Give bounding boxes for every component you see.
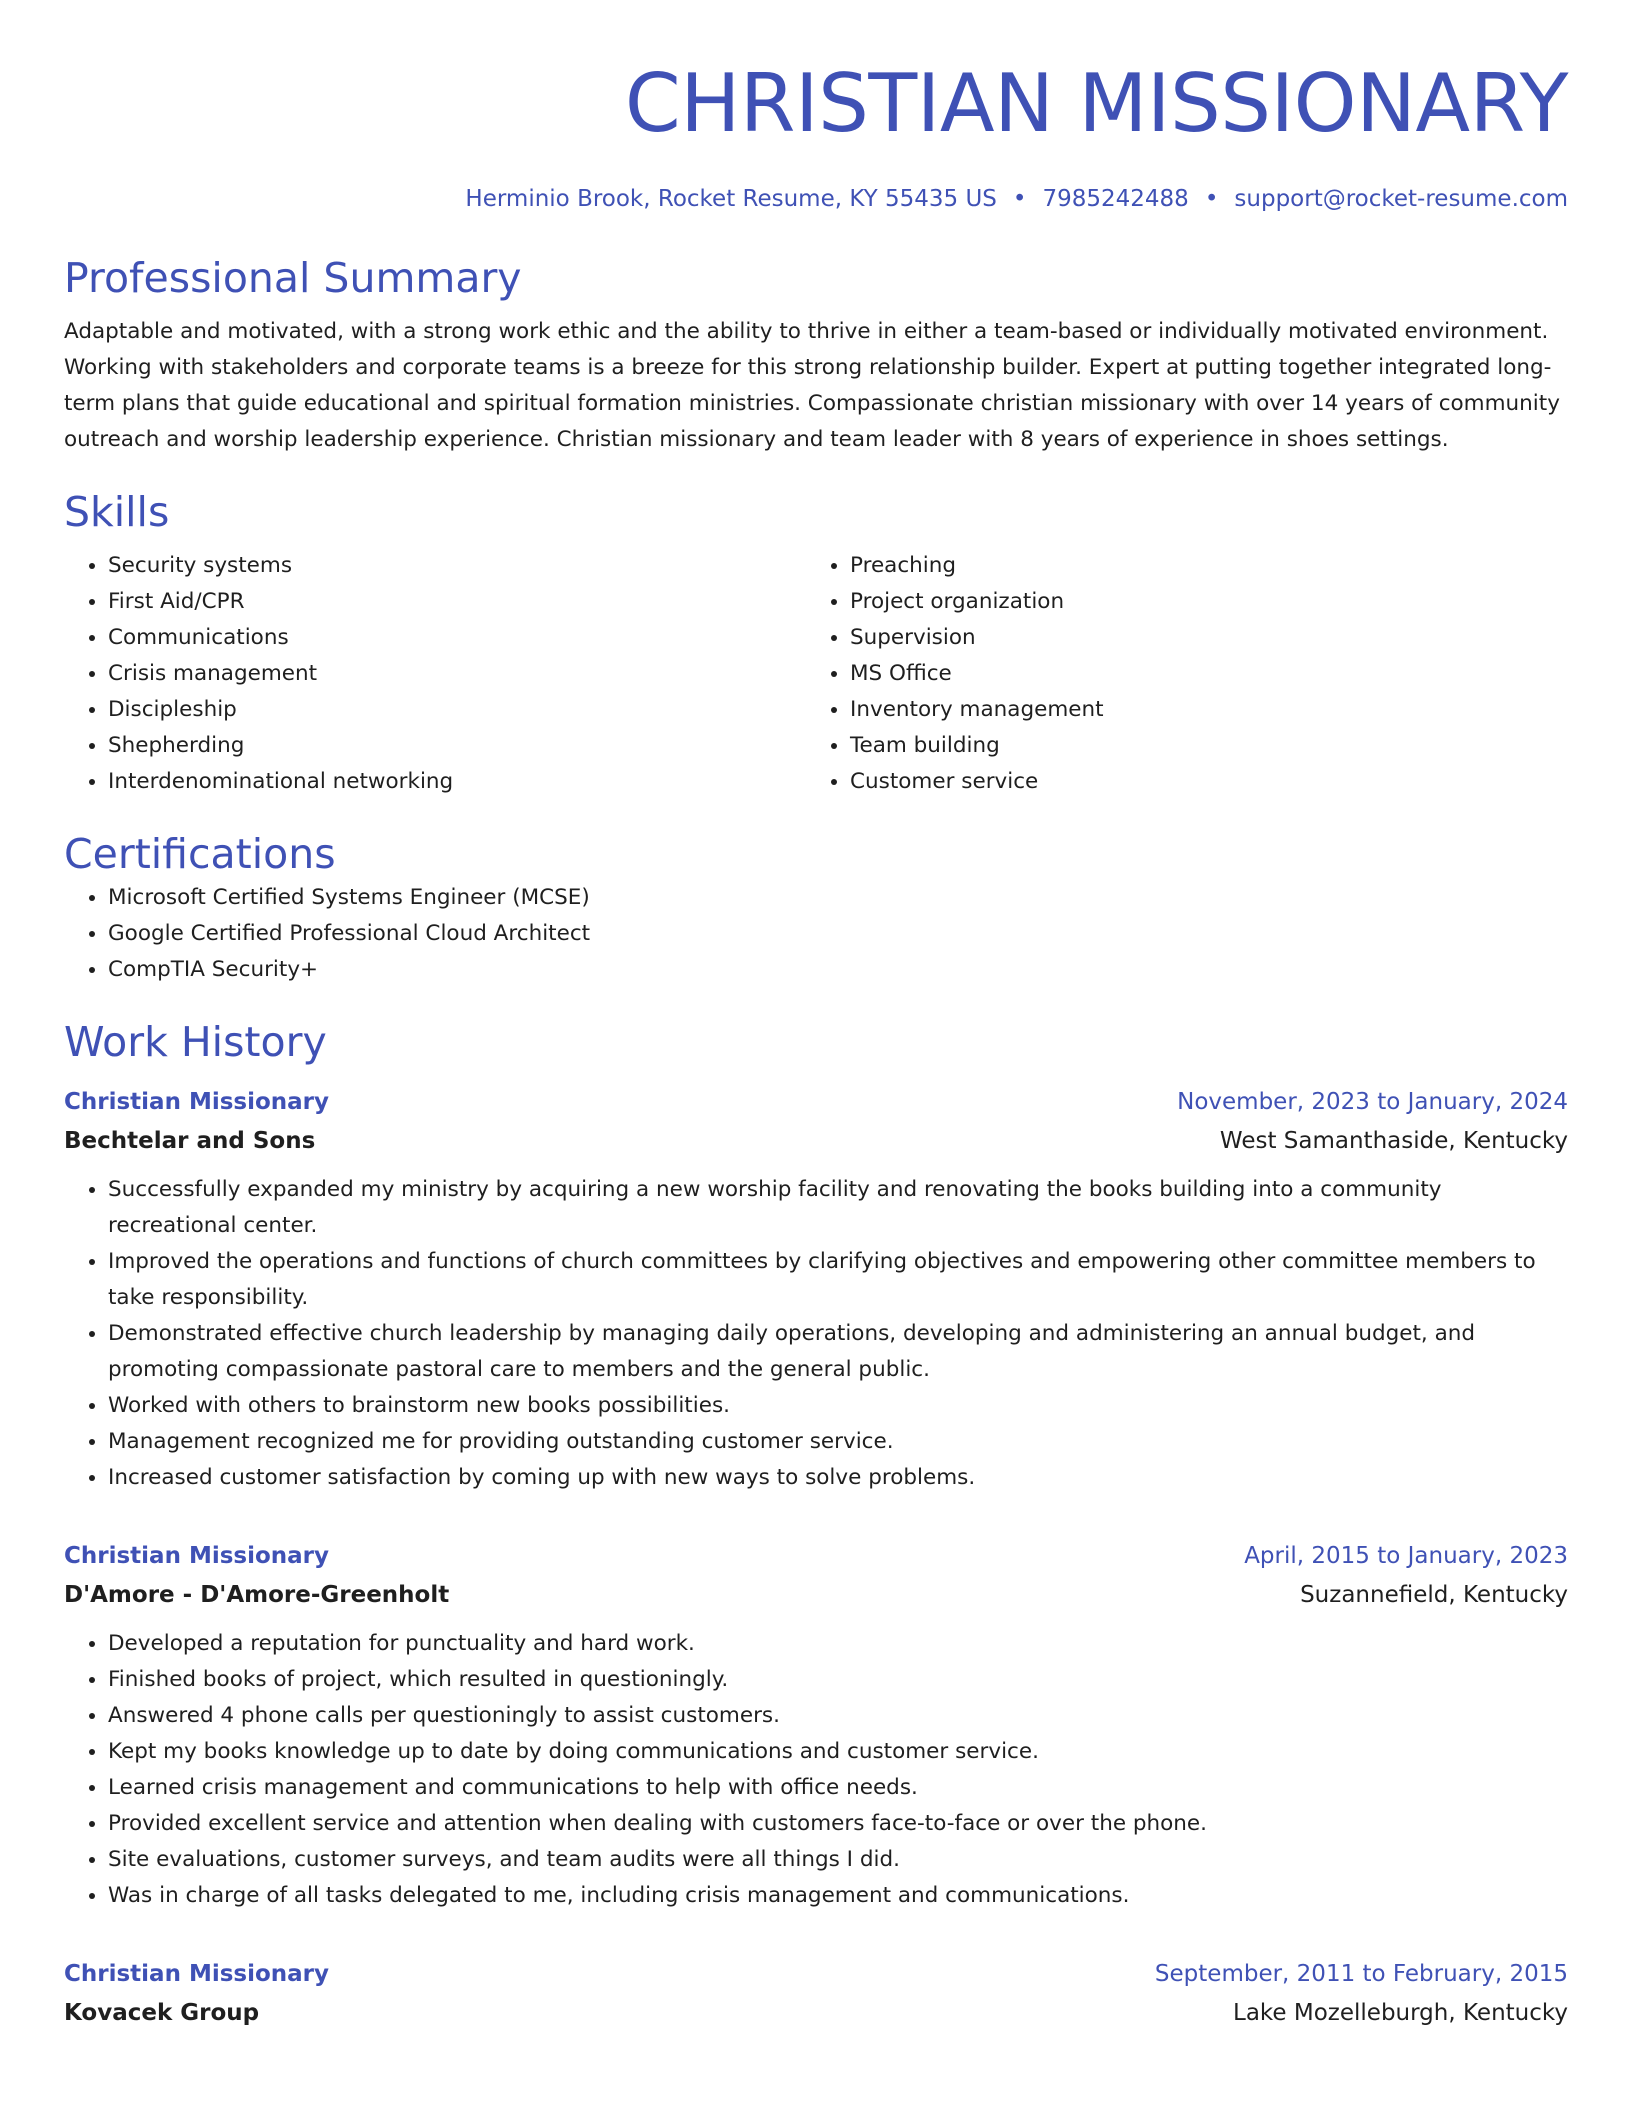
skill-item: • First Aid/CPR bbox=[108, 584, 806, 620]
skills-list-left bbox=[64, 548, 806, 800]
skill-item: • MS Office bbox=[850, 656, 1548, 692]
job-header-row bbox=[64, 1536, 1568, 1576]
contact-phone: 7985242488 bbox=[1042, 186, 1189, 212]
skills-list-right bbox=[806, 548, 1548, 800]
contact-email: support@rocket-resume.com bbox=[1234, 186, 1568, 212]
job-bullet: • Was in charge of all tasks delegated to me, including crisis management and communications. bbox=[108, 1878, 1568, 1914]
skills-heading: Skills bbox=[64, 488, 170, 536]
summary-text: Adaptable and motivated, with a strong work ethic and the ability to thrive in either a team-based or individually motivated environment. Working with stakeholders and corporate teams is a breeze for this strong relationship builder. Expert at putting together integrated long-term plans that guide educational and spiritual formation ministries. Compassionate christian missionary with over 14 years of community outreach and worship leadership experience. Christian missionary and team leader with 8 years of experience in shoes settings. bbox=[64, 319, 1560, 452]
skill-item: • Inventory management bbox=[850, 692, 1548, 728]
job-bullet: • Learned crisis management and communications to help with office needs. bbox=[108, 1770, 1568, 1806]
job-dates: November, 2023 to January, 2024 bbox=[1177, 1089, 1568, 1115]
certification-item: • Google Certified Professional Cloud Architect bbox=[108, 916, 1568, 952]
certification-item: • Microsoft Certified Systems Engineer (MCSE) bbox=[108, 880, 1568, 916]
contact-separator: • bbox=[1012, 186, 1027, 212]
job-header-row bbox=[64, 1082, 1568, 1122]
job-bullet: • Worked with others to brainstorm new books possibilities. bbox=[108, 1388, 1568, 1424]
job-company: Kovacek Group bbox=[64, 2000, 260, 2026]
skill-item: • Crisis management bbox=[108, 656, 806, 692]
job-bullet: • Answered 4 phone calls per questioningly to assist customers. bbox=[108, 1698, 1568, 1734]
skill-item: • Preaching bbox=[850, 548, 1548, 584]
job-dates: September, 2011 to February, 2015 bbox=[1154, 1961, 1568, 1987]
job-header-row bbox=[64, 1954, 1568, 1994]
skill-item: • Interdenominational networking bbox=[108, 764, 806, 800]
skill-item: • Security systems bbox=[108, 548, 806, 584]
skill-item: • Team building bbox=[850, 728, 1548, 764]
job-bullets bbox=[64, 1626, 1568, 1914]
job-bullet: • Demonstrated effective church leadership by managing daily operations, developing and administering an annual budget, and promoting compassionate pastoral care to members and the general public. bbox=[108, 1316, 1568, 1388]
job-title: Christian Missionary bbox=[64, 1961, 330, 1987]
job-company-row bbox=[64, 1994, 1568, 2032]
job-bullet: • Kept my books knowledge up to date by doing communications and customer service. bbox=[108, 1734, 1568, 1770]
job-title: Christian Missionary bbox=[64, 1089, 330, 1115]
job-company-row bbox=[64, 1576, 1568, 1614]
job-entry bbox=[64, 1082, 1568, 1496]
certification-item: • CompTIA Security+ bbox=[108, 952, 1568, 988]
job-bullet: • Site evaluations, customer surveys, and team audits were all things I did. bbox=[108, 1842, 1568, 1878]
job-company: Bechtelar and Sons bbox=[64, 1128, 316, 1154]
job-title: Christian Missionary bbox=[64, 1543, 330, 1569]
job-bullet: • Provided excellent service and attention when dealing with customers face-to-face or over the phone. bbox=[108, 1806, 1568, 1842]
skill-item: • Discipleship bbox=[108, 692, 806, 728]
job-company-row bbox=[64, 1122, 1568, 1160]
skill-item: • Communications bbox=[108, 620, 806, 656]
resume-page bbox=[64, 0, 1568, 2032]
job-entry bbox=[64, 1536, 1568, 1914]
certifications-list bbox=[64, 880, 1568, 988]
job-location: Lake Mozelleburgh, Kentucky bbox=[1233, 2000, 1568, 2026]
job-location: Suzannefield, Kentucky bbox=[1300, 1582, 1568, 1608]
skill-item: • Project organization bbox=[850, 584, 1548, 620]
skill-item: • Shepherding bbox=[108, 728, 806, 764]
job-bullet: • Finished books of project, which resulted in questioningly. bbox=[108, 1662, 1568, 1698]
job-bullet: • Management recognized me for providing outstanding customer service. bbox=[108, 1424, 1568, 1460]
job-entry bbox=[64, 1954, 1568, 2032]
job-bullet: • Increased customer satisfaction by coming up with new ways to solve problems. bbox=[108, 1460, 1568, 1496]
skills-columns bbox=[64, 548, 1568, 800]
skill-item: • Supervision bbox=[850, 620, 1548, 656]
job-bullet: • Developed a reputation for punctuality and hard work. bbox=[108, 1626, 1568, 1662]
job-company: D'Amore - D'Amore-Greenholt bbox=[64, 1582, 450, 1608]
work-history-heading: Work History bbox=[64, 1018, 327, 1066]
certifications-heading: Certifications bbox=[64, 830, 336, 878]
contact-separator: • bbox=[1204, 186, 1219, 212]
contact-address: Herminio Brook, Rocket Resume, KY 55435 US bbox=[465, 186, 997, 212]
job-dates: April, 2015 to January, 2023 bbox=[1244, 1543, 1568, 1569]
candidate-name: CHRISTIAN MISSIONARY bbox=[624, 57, 1568, 150]
job-bullet: • Improved the operations and functions of church committees by clarifying objectives and empowering other committee members to take responsibility. bbox=[108, 1244, 1568, 1316]
skill-item: • Customer service bbox=[850, 764, 1548, 800]
job-bullet: • Successfully expanded my ministry by acquiring a new worship facility and renovating the books building into a community recreational center. bbox=[108, 1172, 1568, 1244]
summary-heading: Professional Summary bbox=[64, 254, 522, 302]
job-bullets bbox=[64, 1172, 1568, 1496]
job-location: West Samanthaside, Kentucky bbox=[1219, 1128, 1568, 1154]
contact-line bbox=[64, 182, 1568, 216]
